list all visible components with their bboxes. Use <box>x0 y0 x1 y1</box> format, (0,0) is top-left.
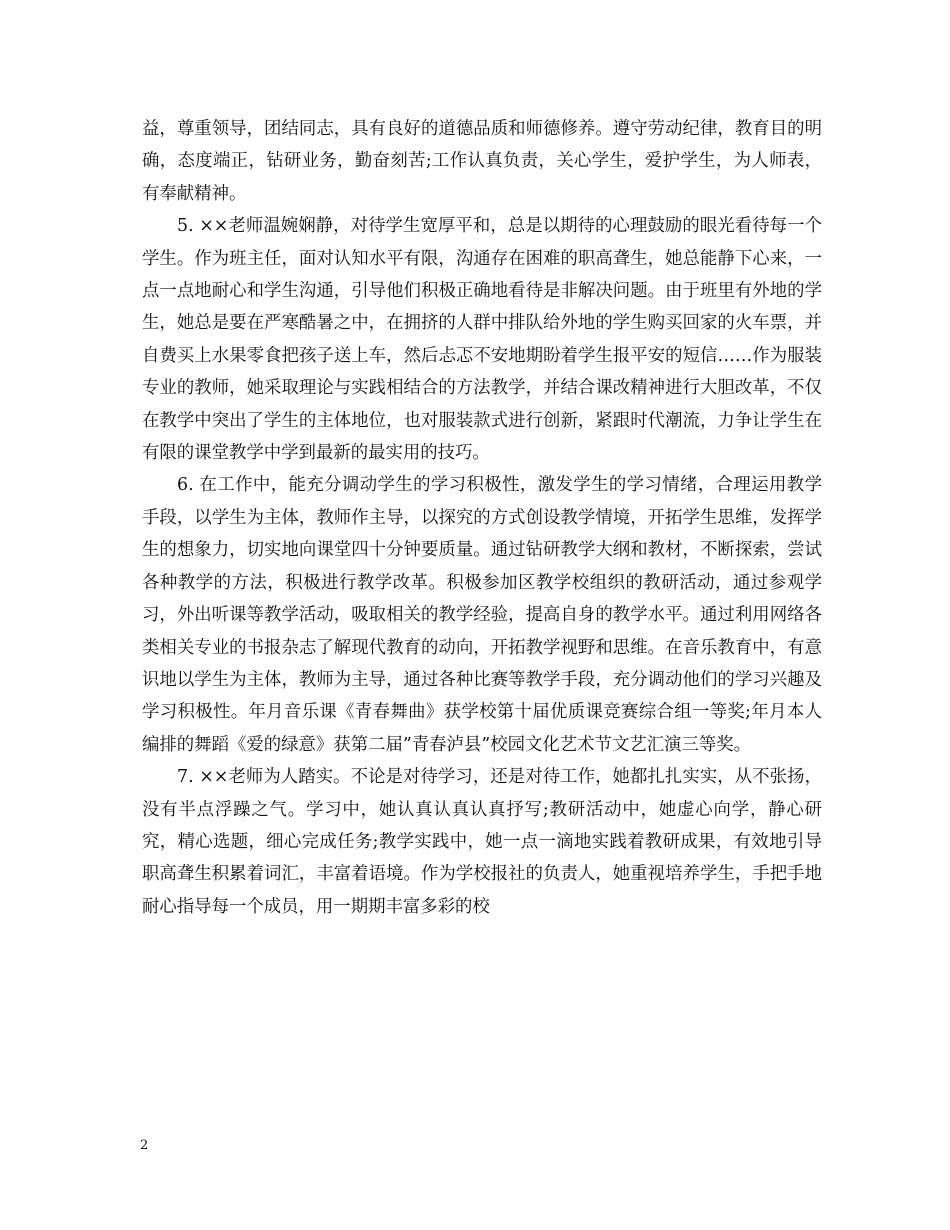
paragraph-item-5: 5. ××老师温婉娴静，对待学生宽厚平和，总是以期待的心理鼓励的眼光看待每一个学生。作为班主任，面对认知水平有限，沟通存在困难的职高聋生，她总能静下心来，一点一点地耐心和学生沟通，引导他们积极正确地看待是非解决问题。由于班里有外地的学生，她总是要在严寒酷暑之中，在拥挤的人群中排队给外地的学生购买回家的火车票，并自费买上水果零食把孩子送上车，然后忐忑不安地期盼着学生报平安的短信……作为服装专业的教师，她采取理论与实践相结合的方法教学，并结合课改精神进行大胆改革，不仅在教学中突出了学生的主体地位，也对服装款式进行创新，紧跟时代潮流，力争让学生在有限的课堂教学中学到最新的最实用的技巧。 <box>142 216 822 464</box>
page-number: 2 <box>140 1138 149 1153</box>
paragraph-item-6: 6. 在工作中，能充分调动学生的学习积极性，激发学生的学习情绪，合理运用教学手段，以学生为主体，教师作主导，以探究的方式创设教学情境，开拓学生思维，发挥学生的想象力，切实地向课堂四十分钟要质量。通过钻研教学大纲和教材，不断探索，尝试各种教学的方法，积极进行教学改革。积极参加区教学校组织的教研活动，通过参观学习，外出听课等教学活动，吸取相关的教学经验，提高自身的教学水平。通过利用网络各类相关专业的书报杂志了解现代教育的动向，开拓教学视野和思维。在音乐教育中，有意识地以学生为主体，教师为主导，通过各种比赛等教学手段，充分调动他们的学习兴趣及学习积极性。年月音乐课《青春舞曲》获学校第十届优质课竞赛综合组一等奖;年月本人编排的舞蹈《爱的绿意》获第二届”青春泸县”校园文化艺术节文艺汇演三等奖。 <box>142 475 822 755</box>
document-body <box>142 113 822 923</box>
paragraph-continuation: 益，尊重领导，团结同志，具有良好的道德品质和师德修养。遵守劳动纪律，教育目的明确，态度端正，钻研业务，勤奋刻苦;工作认真负责，关心学生，爱护学生，为人师表，有奉献精神。 <box>142 119 822 204</box>
paragraph-item-7: 7. ××老师为人踏实。不论是对待学习，还是对待工作，她都扎扎实实，从不张扬，没有半点浮躁之气。学习中，她认真认真认真抒写;教研活动中，她虚心向学，静心研究，精心选题，细心完成任务;教学实践中，她一点一滴地实践着教研成果，有效地引导职高聋生积累着词汇，丰富着语境。作为学校报社的负责人，她重视培养学生，手把手地耐心指导每一个成员，用一期期丰富多彩的校 <box>142 767 822 917</box>
